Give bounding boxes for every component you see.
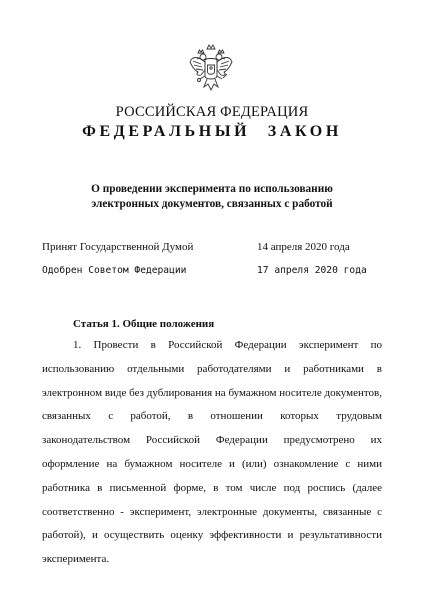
adoption-council-label: Одобрен Советом Федерации: [42, 265, 187, 276]
law-type-heading: ФЕДЕРАЛЬНЫЙ ЗАКОН: [82, 123, 342, 140]
adoption-council-row: [42, 265, 382, 276]
law-subject-line-2: электронных документов, связанных с работой: [91, 198, 333, 210]
country-name: РОССИЙСКАЯ ФЕДЕРАЦИЯ: [115, 104, 309, 120]
adoption-duma-label: Принят Государственной Думой: [42, 241, 194, 253]
article-title: Статья 1. Общие положения: [73, 318, 215, 330]
russian-coat-of-arms-icon: [188, 42, 234, 94]
adoption-duma-row: [42, 241, 382, 253]
law-subject: [0, 182, 424, 212]
law-subject-line-1: О проведении эксперимента по использованию: [91, 183, 333, 195]
adoption-council-date: 17 апреля 2020 года: [257, 265, 367, 276]
article-paragraph-1: 1. Провести в Российской Федерации эксперимент по использованию отдельными работодателями и работниками в электронном виде без дублирования на бумажном носителе документов, связанных с работой, в отношении которых трудовым законодательством Российской Федерации предусмотрено их оформление на бумажном носителе и (или) ознакомление с ними работника в письменной форме, в том числе под роспись (далее соответственно - эксперимент, электронные документы, связанные с работой), и осуществить оценку эффективности и результативности эксперимента.: [42, 339, 382, 566]
adoption-duma-date: 14 апреля 2020 года: [257, 241, 350, 253]
